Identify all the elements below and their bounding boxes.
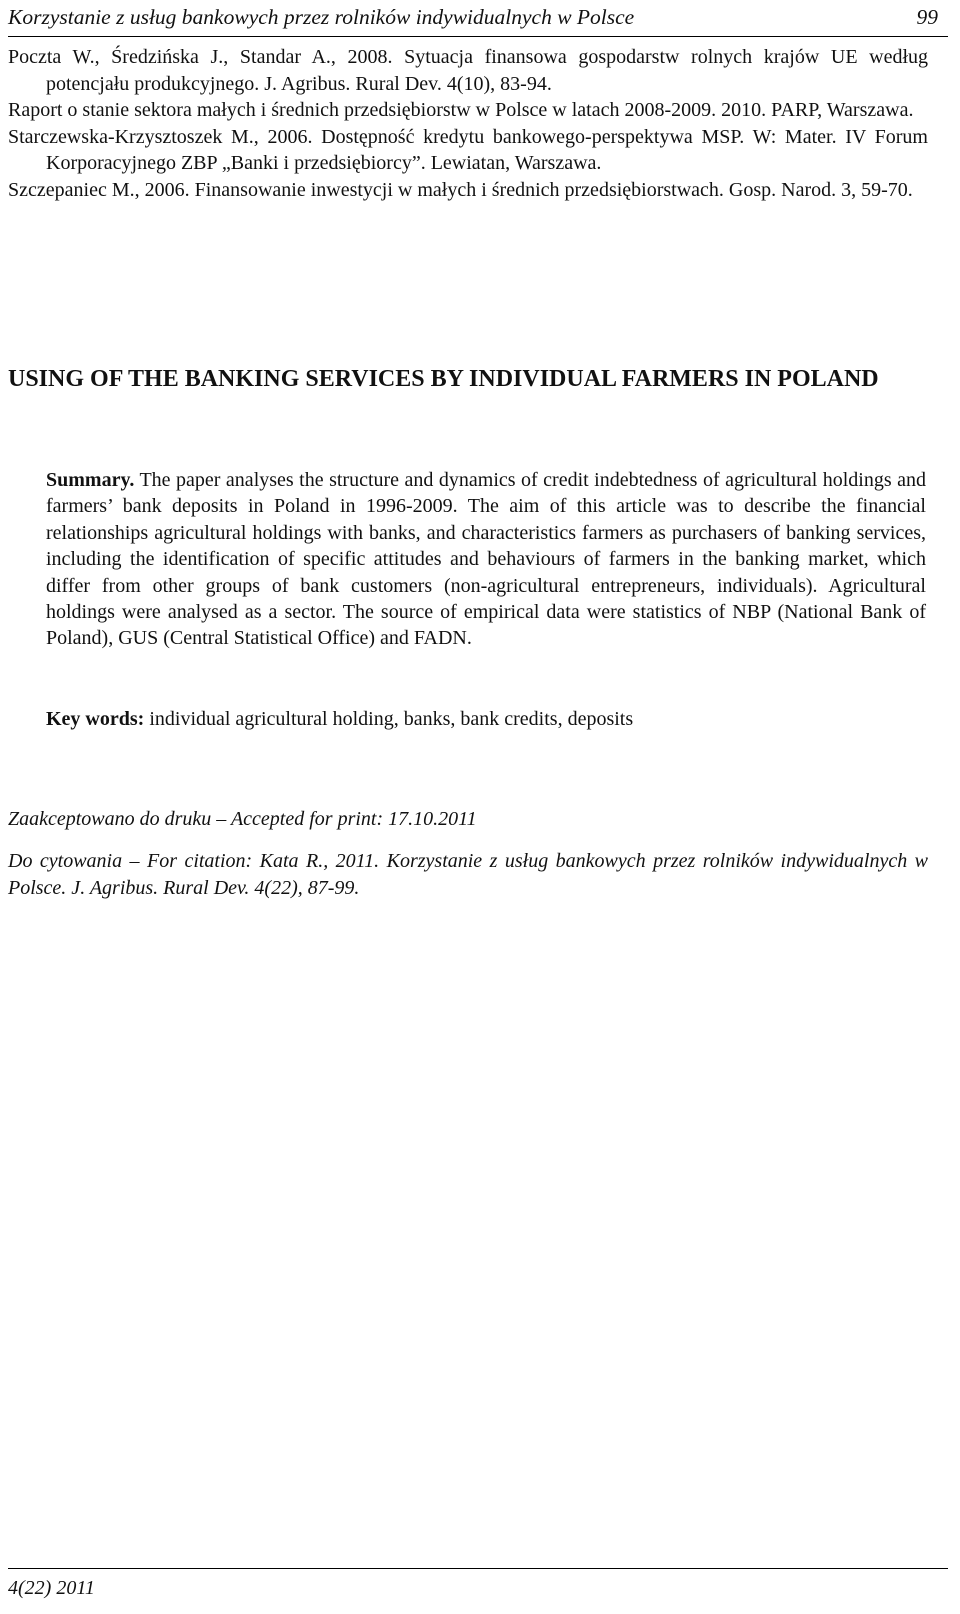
english-title: USING OF THE BANKING SERVICES BY INDIVIDUAL FARMERS IN POLAND [8,366,879,392]
summary-label: Summary. [46,469,135,491]
summary-text: The paper analyses the structure and dynamics of credit indebtedness of agricultural holdings and farmers’ bank deposits in Poland in 1996-2009. The aim of this article was to describe the financial relationships agricultural holdings with banks, and characteristics farmers as purchasers of banking services, including the identification of specific attitudes and behaviours of farmers in the banking market, which differ from other groups of bank customers (non-agricultural entrepreneurs, individuals). Agricultural holdings were analysed as a sector. The source of empirical data were statistics of NBP (National Bank of Poland), GUS (Central Statistical Office) and FADN. [46,469,926,650]
keywords-paragraph [46,706,926,732]
reference-item: Starczewska-Krzysztoszek M., 2006. Dostępność kredytu bankowego-perspektywa MSP. W: Mater. IV Forum Korporacyjnego ZBP „Banki i przedsiębiorcy”. Lewiatan, Warszawa. [8,125,928,174]
keywords-label: Key words: [46,708,145,730]
reference-item: Raport o stanie sektora małych i średnich przedsiębiorstw w Polsce w latach 2008-2009. 2010. PARP, Warszawa. [8,99,914,121]
page-number: 99 [916,5,938,29]
issue-number: 4(22) 2011 [8,1577,95,1599]
keywords-text: individual agricultural holding, banks, bank credits, deposits [149,708,634,730]
reference-item: Szczepaniec M., 2006. Finansowanie inwestycji w małych i średnich przedsiębiorstwach. Gosp. Narod. 3, 59-70. [8,178,913,201]
citation-note: Do cytowania – For citation: Kata R., 2011. Korzystanie z usług bankowych przez rolników indywidualnych w Polsce. J. Agribus. Rural Dev. 4(22), 87-99. [8,850,928,899]
running-header-title: Korzystanie z usług bankowych przez rolników indywidualnych w Polsce [8,5,635,29]
page-footer [8,1568,948,1601]
summary-paragraph [46,467,926,652]
accepted-for-print: Zaakceptowano do druku – Accepted for print: 17.10.2011 [8,808,477,830]
references-list [8,44,928,203]
reference-item: Poczta W., Średzińska J., Standar A., 2008. Sytuacja finansowa gospodarstw rolnych krajów UE według potencjału produkcyjnego. J. Agribus. Rural Dev. 4(10), 83-94. [8,46,928,95]
running-header [8,2,948,37]
